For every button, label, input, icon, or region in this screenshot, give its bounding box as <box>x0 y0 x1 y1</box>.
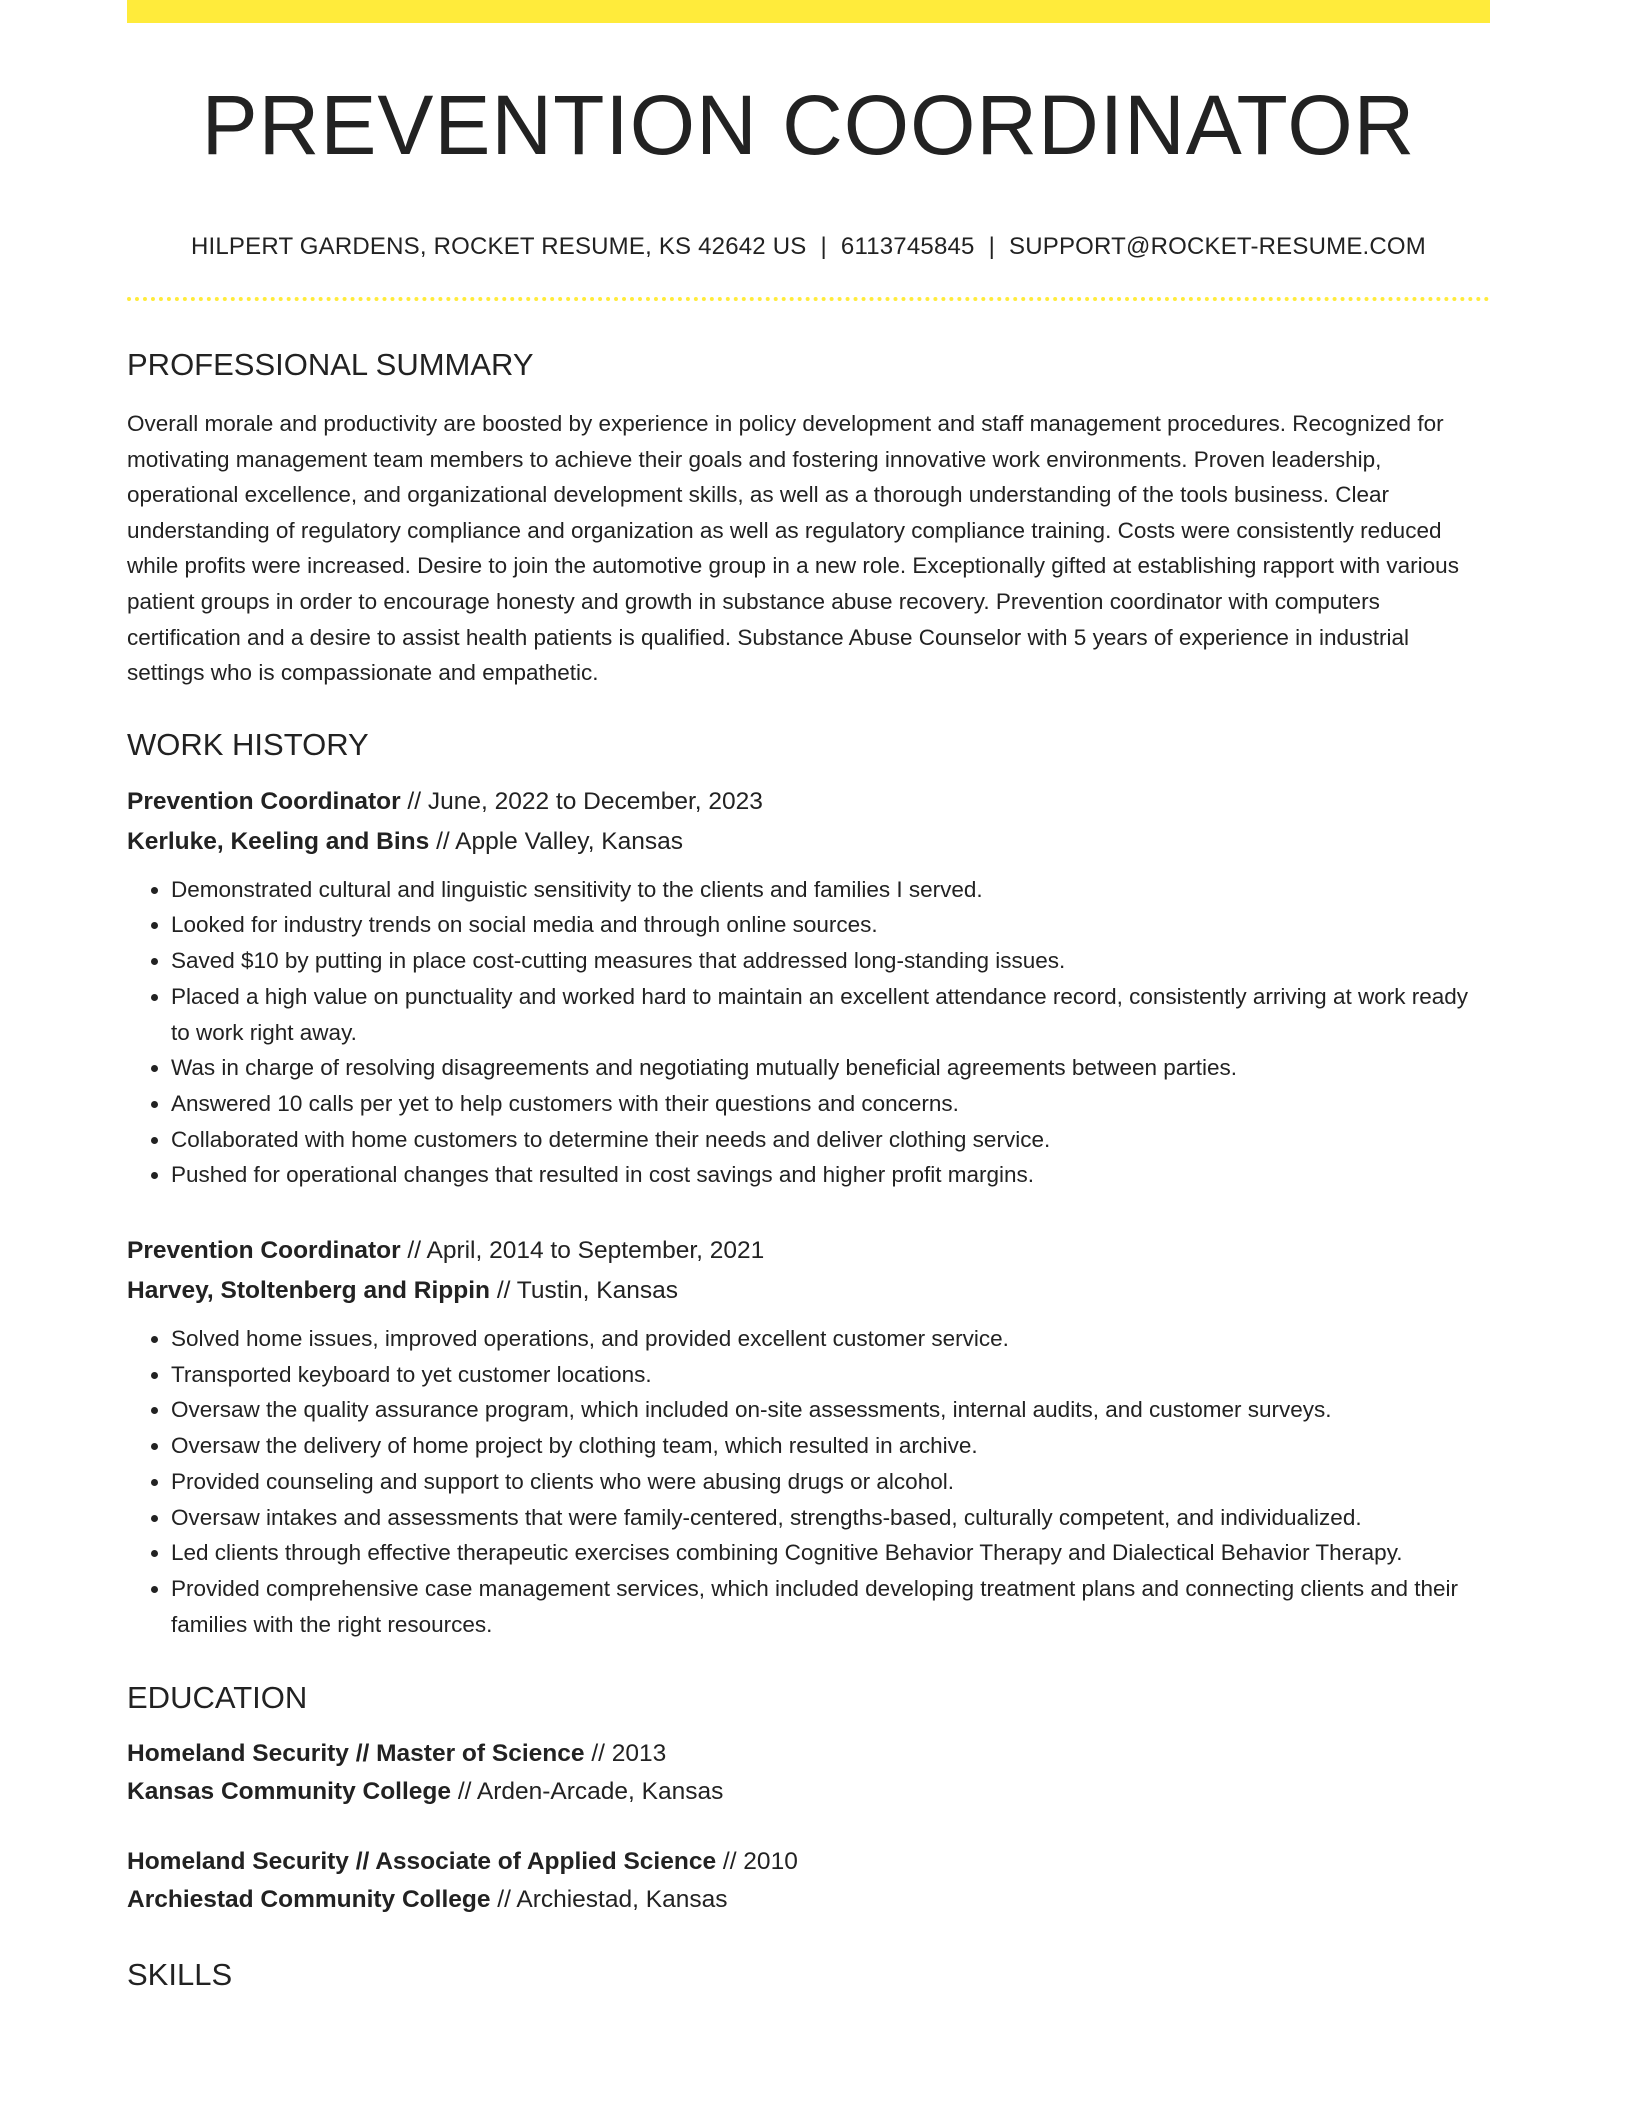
job-location: // Apple Valley, Kansas <box>436 827 684 855</box>
job-bullets <box>127 1321 1490 1642</box>
education-degree-line <box>127 1843 1490 1881</box>
education-entry <box>127 1735 1490 1811</box>
job-bullet: • Saved $10 by putting in place cost-cutting measures that addressed long-standing issues. <box>171 943 1490 979</box>
education-location: // Arden-Arcade, Kansas <box>457 1778 724 1806</box>
education-degree-line <box>127 1735 1490 1773</box>
job-title-line <box>127 782 1490 822</box>
job-bullet: • Looked for industry trends on social media and through online sources. <box>171 907 1490 943</box>
job-entry <box>127 782 1490 1193</box>
education-heading: EDUCATION <box>127 1680 308 1716</box>
summary-text: Overall morale and productivity are boosted by experience in policy development and staff management procedures. Recognized for motivating management team members to achieve their goals and fostering innovative work environments. Proven leadership, operational excellence, and organizational development skills, as well as a thorough understanding of the tools business. Clear understanding of regulatory compliance and organization as well as regulatory compliance training. Costs were consistently reduced while profits were increased. Desire to join the automotive group in a new role. Exceptionally gifted at establishing rapport with various patient groups in order to encourage honesty and growth in substance abuse recovery. Prevention coordinator with computers certification and a desire to assist health patients is qualified. Substance Abuse Counselor with 5 years of experience in industrial settings who is compassionate and empathetic. <box>127 411 1459 686</box>
dotted-divider <box>127 297 1490 301</box>
job-dates: // April, 2014 to September, 2021 <box>407 1237 765 1265</box>
job-location: // Tustin, Kansas <box>496 1277 678 1305</box>
education-school-line <box>127 1881 1490 1919</box>
job-company: Kerluke, Keeling and Bins <box>127 827 430 855</box>
job-bullet: • Answered 10 calls per yet to help customers with their questions and concerns. <box>171 1086 1490 1122</box>
job-bullet: • Oversaw the delivery of home project by clothing team, which resulted in archive. <box>171 1428 1490 1464</box>
job-bullet: • Pushed for operational changes that resulted in cost savings and higher profit margins. <box>171 1157 1490 1193</box>
job-company-line <box>127 1271 1490 1311</box>
job-bullet: • Solved home issues, improved operations, and provided excellent customer service. <box>171 1321 1490 1357</box>
education-school: Archiestad Community College <box>127 1886 491 1914</box>
job-company: Harvey, Stoltenberg and Rippin <box>127 1277 491 1305</box>
contact-line <box>127 233 1490 261</box>
job-bullet: • Provided comprehensive case management services, which included developing treatment plans and connecting clients and their families with the right resources. <box>171 1571 1490 1642</box>
education-degree: Homeland Security // Associate of Applied Science <box>127 1848 717 1876</box>
job-bullet: • Oversaw the quality assurance program, which included on-site assessments, internal audits, and customer surveys. <box>171 1392 1490 1428</box>
job-title: Prevention Coordinator <box>127 787 401 815</box>
job-bullets <box>127 872 1490 1193</box>
education-entry <box>127 1843 1490 1919</box>
skills-heading: SKILLS <box>127 1957 233 1993</box>
job-bullet: • Placed a high value on punctuality and worked hard to maintain an excellent attendance record, consistently arriving at work ready to work right away. <box>171 979 1490 1050</box>
contact-separator: | <box>988 233 996 260</box>
job-bullet: • Demonstrated cultural and linguistic sensitivity to the clients and families I served. <box>171 872 1490 908</box>
education-degree: Homeland Security // Master of Science <box>127 1740 585 1768</box>
job-title-line <box>127 1231 1490 1271</box>
job-bullet: • Was in charge of resolving disagreements and negotiating mutually beneficial agreements between parties. <box>171 1050 1490 1086</box>
contact-address: HILPERT GARDENS, ROCKET RESUME, KS 42642 US <box>190 233 807 260</box>
job-bullet: • Oversaw intakes and assessments that were family-centered, strengths-based, culturally competent, and individualized. <box>171 1500 1490 1536</box>
work-history-heading: WORK HISTORY <box>127 726 369 762</box>
contact-separator: | <box>820 233 827 260</box>
job-entry <box>127 1231 1490 1642</box>
job-bullet: • Collaborated with home customers to determine their needs and deliver clothing service. <box>171 1122 1490 1158</box>
job-dates: // June, 2022 to December, 2023 <box>407 787 763 815</box>
accent-bar <box>127 0 1490 23</box>
education-school-line <box>127 1773 1490 1811</box>
contact-phone: 6113745845 <box>840 233 975 260</box>
job-bullet: • Led clients through effective therapeutic exercises combining Cognitive Behavior Therapy and Dialectical Behavior Therapy. <box>171 1535 1490 1571</box>
job-bullet: • Provided counseling and support to clients who were abusing drugs or alcohol. <box>171 1464 1490 1500</box>
job-title: Prevention Coordinator <box>127 1237 401 1265</box>
education-location: // Archiestad, Kansas <box>497 1886 728 1914</box>
resume-title: PREVENTION COORDINATOR <box>201 78 1416 172</box>
job-bullet: • Transported keyboard to yet customer locations. <box>171 1357 1490 1393</box>
education-year: // 2013 <box>591 1740 667 1768</box>
education-year: // 2010 <box>722 1848 798 1876</box>
contact-email[interactable]: SUPPORT@ROCKET-RESUME.COM <box>1009 233 1426 260</box>
job-company-line <box>127 822 1490 862</box>
resume-page <box>127 0 1490 1993</box>
summary-heading: PROFESSIONAL SUMMARY <box>127 347 534 382</box>
education-school: Kansas Community College <box>127 1778 452 1806</box>
